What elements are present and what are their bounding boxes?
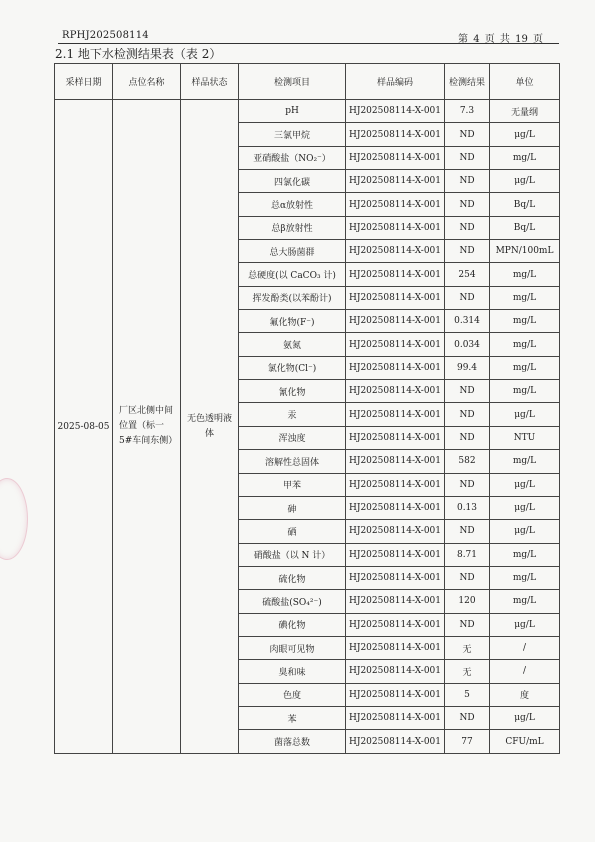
col-header-unit: 单位 (490, 64, 560, 100)
test-item-cell: 总β放射性 (239, 216, 346, 239)
unit-cell: 无量纲 (490, 100, 560, 123)
results-table (54, 63, 560, 754)
sample-code-cell: HJ202508114-X-001 (346, 240, 445, 263)
test-item-cell: 色度 (239, 683, 346, 706)
unit-cell: / (490, 660, 560, 683)
unit-cell: mg/L (490, 450, 560, 473)
result-cell: ND (445, 193, 490, 216)
col-header-location: 点位名称 (113, 64, 181, 100)
unit-cell: CFU/mL (490, 730, 560, 754)
sample-code-cell: HJ202508114-X-001 (346, 100, 445, 123)
test-item-cell: 硫酸盐(SO₄²⁻) (239, 590, 346, 613)
sample-code-cell: HJ202508114-X-001 (346, 706, 445, 729)
test-item-cell: 氨氮 (239, 333, 346, 356)
unit-cell: μg/L (490, 123, 560, 146)
sample-code-cell: HJ202508114-X-001 (346, 636, 445, 659)
result-cell: ND (445, 613, 490, 636)
test-item-cell: 硝酸盐（以 N 计） (239, 543, 346, 566)
unit-cell: Bq/L (490, 216, 560, 239)
result-cell: ND (445, 706, 490, 729)
test-item-cell: 溶解性总固体 (239, 450, 346, 473)
unit-cell: mg/L (490, 380, 560, 403)
result-cell: 0.13 (445, 496, 490, 519)
test-item-cell: 氯化物(Cl⁻) (239, 356, 346, 379)
unit-cell: MPN/100mL (490, 240, 560, 263)
sample-code-cell: HJ202508114-X-001 (346, 450, 445, 473)
unit-cell: μg/L (490, 496, 560, 519)
sample-code-cell: HJ202508114-X-001 (346, 730, 445, 754)
unit-cell: μg/L (490, 613, 560, 636)
header-divider (58, 43, 559, 44)
sample-code-cell: HJ202508114-X-001 (346, 216, 445, 239)
unit-cell: mg/L (490, 333, 560, 356)
sample-code-cell: HJ202508114-X-001 (346, 683, 445, 706)
sample-code-cell: HJ202508114-X-001 (346, 473, 445, 496)
result-cell: ND (445, 170, 490, 193)
sample-state-cell: 无色透明液体 (181, 100, 239, 754)
test-item-cell: 硫化物 (239, 566, 346, 589)
sample-code-cell: HJ202508114-X-001 (346, 193, 445, 216)
test-item-cell: 甲苯 (239, 473, 346, 496)
result-cell: 582 (445, 450, 490, 473)
unit-cell: mg/L (490, 310, 560, 333)
sampling-date-cell: 2025-08-05 (55, 100, 113, 754)
result-cell: ND (445, 286, 490, 309)
test-item-cell: 碘化物 (239, 613, 346, 636)
result-cell: 7.3 (445, 100, 490, 123)
result-cell: 5 (445, 683, 490, 706)
test-item-cell: 四氯化碳 (239, 170, 346, 193)
unit-cell: μg/L (490, 170, 560, 193)
sample-code-cell: HJ202508114-X-001 (346, 426, 445, 449)
result-cell: ND (445, 240, 490, 263)
test-item-cell: 总α放射性 (239, 193, 346, 216)
unit-cell: mg/L (490, 286, 560, 309)
test-item-cell: pH (239, 100, 346, 123)
result-cell: ND (445, 473, 490, 496)
sample-code-cell: HJ202508114-X-001 (346, 286, 445, 309)
test-item-cell: 臭和味 (239, 660, 346, 683)
result-cell: 8.71 (445, 543, 490, 566)
seal-stamp-fragment (0, 478, 28, 560)
sample-code-cell: HJ202508114-X-001 (346, 123, 445, 146)
table-header-row (55, 64, 560, 100)
result-cell: ND (445, 216, 490, 239)
sample-code-cell: HJ202508114-X-001 (346, 403, 445, 426)
test-item-cell: 砷 (239, 496, 346, 519)
col-header-code: 样品编码 (346, 64, 445, 100)
test-item-cell: 氟化物(F⁻) (239, 310, 346, 333)
report-number: RPHJ202508114 (62, 30, 149, 41)
unit-cell: μg/L (490, 473, 560, 496)
result-cell: ND (445, 123, 490, 146)
sample-code-cell: HJ202508114-X-001 (346, 590, 445, 613)
test-item-cell: 硒 (239, 520, 346, 543)
unit-cell: NTU (490, 426, 560, 449)
result-cell: ND (445, 566, 490, 589)
sample-code-cell: HJ202508114-X-001 (346, 543, 445, 566)
table-row (55, 100, 560, 123)
unit-cell: mg/L (490, 146, 560, 169)
result-cell: ND (445, 426, 490, 449)
test-item-cell: 三氯甲烷 (239, 123, 346, 146)
sample-code-cell: HJ202508114-X-001 (346, 380, 445, 403)
sample-code-cell: HJ202508114-X-001 (346, 520, 445, 543)
unit-cell: mg/L (490, 590, 560, 613)
test-item-cell: 总大肠菌群 (239, 240, 346, 263)
sample-code-cell: HJ202508114-X-001 (346, 170, 445, 193)
sample-code-cell: HJ202508114-X-001 (346, 660, 445, 683)
test-item-cell: 氰化物 (239, 380, 346, 403)
unit-cell: Bq/L (490, 193, 560, 216)
result-cell: 99.4 (445, 356, 490, 379)
unit-cell: mg/L (490, 356, 560, 379)
sample-code-cell: HJ202508114-X-001 (346, 333, 445, 356)
unit-cell: mg/L (490, 543, 560, 566)
test-item-cell: 亚硝酸盐（NO₂⁻） (239, 146, 346, 169)
test-item-cell: 菌落总数 (239, 730, 346, 754)
test-item-cell: 肉眼可见物 (239, 636, 346, 659)
sample-code-cell: HJ202508114-X-001 (346, 263, 445, 286)
test-item-cell: 挥发酚类(以苯酚计) (239, 286, 346, 309)
location-cell: 厂区北侧中间位置（标一 5#车间东侧） (113, 100, 181, 754)
result-cell: ND (445, 380, 490, 403)
col-header-result: 检测结果 (445, 64, 490, 100)
test-item-cell: 浑浊度 (239, 426, 346, 449)
unit-cell: mg/L (490, 263, 560, 286)
sample-code-cell: HJ202508114-X-001 (346, 146, 445, 169)
result-cell: 77 (445, 730, 490, 754)
sample-code-cell: HJ202508114-X-001 (346, 310, 445, 333)
sample-code-cell: HJ202508114-X-001 (346, 356, 445, 379)
test-item-cell: 总硬度(以 CaCO₃ 计) (239, 263, 346, 286)
unit-cell: mg/L (490, 566, 560, 589)
result-cell: 0.314 (445, 310, 490, 333)
result-cell: ND (445, 403, 490, 426)
col-header-item: 检测项目 (239, 64, 346, 100)
sample-code-cell: HJ202508114-X-001 (346, 496, 445, 519)
result-cell: 0.034 (445, 333, 490, 356)
page-indicator: 第 4 页 共 19 页 (458, 34, 543, 45)
result-cell: 254 (445, 263, 490, 286)
unit-cell: μg/L (490, 706, 560, 729)
unit-cell: 度 (490, 683, 560, 706)
result-cell: ND (445, 146, 490, 169)
sample-code-cell: HJ202508114-X-001 (346, 613, 445, 636)
result-cell: ND (445, 520, 490, 543)
unit-cell: μg/L (490, 520, 560, 543)
test-item-cell: 汞 (239, 403, 346, 426)
result-cell: 无 (445, 660, 490, 683)
unit-cell: / (490, 636, 560, 659)
result-cell: 120 (445, 590, 490, 613)
unit-cell: μg/L (490, 403, 560, 426)
test-item-cell: 苯 (239, 706, 346, 729)
sample-code-cell: HJ202508114-X-001 (346, 566, 445, 589)
col-header-state: 样品状态 (181, 64, 239, 100)
result-cell: 无 (445, 636, 490, 659)
col-header-date: 采样日期 (55, 64, 113, 100)
section-title: 2.1 地下水检测结果表（表 2） (55, 47, 222, 61)
